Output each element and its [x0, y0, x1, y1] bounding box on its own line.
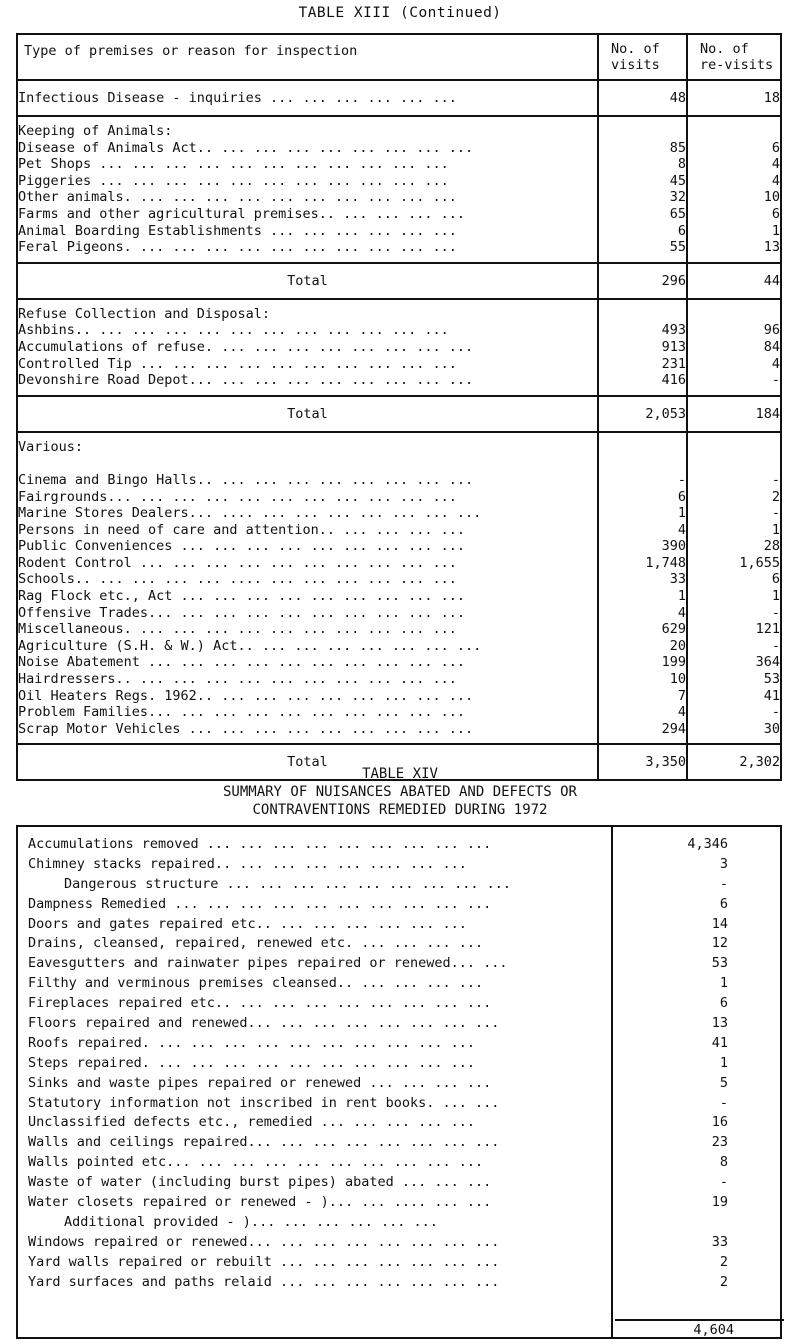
- row-visits: 416: [661, 372, 686, 389]
- row-label: Problem Families... ... ... ... ... ... ... ... ... ...: [18, 704, 466, 721]
- row-visits: 1,748: [645, 554, 686, 571]
- row-revisits: 96: [763, 322, 780, 339]
- row-visits: 913: [661, 338, 686, 355]
- summary-label: Windows repaired or renewed... ... ... ... ... ... ... ...: [28, 1233, 500, 1250]
- row-revisits: 53: [763, 671, 780, 688]
- row-revisits: 10: [763, 189, 780, 206]
- row-label: Controlled Tip ... ... ... ... ... ... ... ... ... ...: [18, 355, 457, 372]
- summary-value: 53: [711, 955, 728, 972]
- row-revisits: 4: [771, 355, 780, 372]
- row-revisits: -: [771, 604, 780, 621]
- row-revisits: 1: [771, 521, 780, 538]
- row-label: Feral Pigeons. ... ... ... ... ... ... ... ... ... ...: [18, 239, 457, 256]
- row-revisits: 84: [763, 338, 780, 355]
- row-label: Marine Stores Dealers... .... ... ... ... ... ... ... ...: [18, 505, 482, 522]
- row-label: Fairgrounds... ... ... ... ... ... ... ... ... ... ...: [18, 488, 457, 505]
- row-label: Other animals. ... ... ... ... ... ... ... ... ... ...: [18, 189, 457, 206]
- refuse-total-row: Total 2,053 184: [18, 395, 780, 431]
- summary-value: -: [719, 875, 728, 892]
- table-14: [16, 825, 782, 1339]
- row-label: Persons in need of care and attention.. ... ... ... ...: [18, 521, 466, 538]
- summary-value: 19: [711, 1194, 728, 1211]
- row-visits: 199: [661, 654, 686, 671]
- row-label: Offensive Trades... ... ... ... ... ... ... ... ... ...: [18, 604, 466, 621]
- summary-label: Sinks and waste pipes repaired or renewed ... ... ... ...: [28, 1074, 492, 1091]
- row-revisits: -: [771, 471, 780, 488]
- row-label: Miscellaneous. ... ... ... ... ... ... ... ... ... ...: [18, 621, 457, 638]
- row-label: Agriculture (S.H. & W.) Act.. ... ... ... ... ... ... ...: [18, 637, 482, 654]
- row-visits: 629: [661, 621, 686, 638]
- row-label: Pet Shops ... ... ... ... ... ... ... ... ... ... ...: [18, 156, 449, 173]
- infectious-row: Infectious Disease - inquiries ... ... ... ... ... ... 48 18: [18, 79, 780, 115]
- summary-label: Additional provided - )... ... ... ... ... ...: [64, 1213, 438, 1230]
- row-visits: 6: [677, 222, 686, 239]
- row-label: Schools.. ... ... ... ... .... ... ... ... ... ... ...: [18, 571, 457, 588]
- row-label: Farms and other agricultural premises.. ... ... ... ...: [18, 205, 466, 222]
- summary-label: Roofs repaired. ... ... ... ... ... ... ... ... ... ...: [28, 1034, 476, 1051]
- summary-label: Chimney stacks repaired.. ... ... ... ... .... ... ...: [28, 855, 467, 872]
- summary-value: 13: [711, 1015, 728, 1032]
- row-revisits: 121: [755, 621, 780, 638]
- row-visits: 32: [669, 189, 686, 206]
- summary-label: Waste of water (including burst pipes) abated ... ... ...: [28, 1174, 492, 1191]
- summary-value: -: [719, 1094, 728, 1111]
- row-visits: 4: [677, 604, 686, 621]
- summary-value: 23: [711, 1134, 728, 1151]
- row-label: Noise Abatement ... ... ... ... ... ... ... ... ... ...: [18, 654, 466, 671]
- row-label: Cinema and Bingo Halls.. ... ... ... ... ... ... ... ...: [18, 471, 474, 488]
- header-visits: No. of visits: [599, 35, 688, 79]
- row-visits: 294: [661, 720, 686, 737]
- row-revisits: 1: [771, 588, 780, 605]
- summary-value: 5: [719, 1074, 728, 1091]
- summary-value: 8: [719, 1154, 728, 1171]
- summary-label: Statutory information not inscribed in rent books. ... ...: [28, 1094, 500, 1111]
- row-revisits: 1: [771, 222, 780, 239]
- summary-label: Dampness Remedied ... ... ... ... ... ... ... ... ... ...: [28, 895, 492, 912]
- row-revisits: -: [771, 704, 780, 721]
- summary-label: Floors repaired and renewed... ... ... ... ... ... ... ...: [28, 1015, 500, 1032]
- section-heading: Various:: [18, 438, 84, 455]
- summary-label: Filthy and verminous premises cleansed.. ... ... ... ...: [28, 975, 484, 992]
- row-label: Ashbins.. ... ... ... ... ... ... ... ... ... ... ...: [18, 322, 449, 339]
- summary-label: Steps repaired. ... ... ... ... ... ... ... ... ... ...: [28, 1054, 476, 1071]
- row-visits: 33: [669, 571, 686, 588]
- row-visits: 85: [669, 139, 686, 156]
- header-type: Type of premises or reason for inspection: [18, 35, 599, 79]
- row-visits: 493: [661, 322, 686, 339]
- summary-value: 14: [711, 915, 728, 932]
- table-14-heading: [0, 765, 800, 819]
- row-revisits: 6: [771, 205, 780, 222]
- row-label: Scrap Motor Vehicles ... ... ... ... ... ... ... ... ...: [18, 720, 474, 737]
- animals-section: [18, 115, 780, 262]
- row-revisits: 30: [763, 720, 780, 737]
- row-visits: 231: [661, 355, 686, 372]
- row-visits: 390: [661, 538, 686, 555]
- row-visits: 65: [669, 205, 686, 222]
- row-revisits: -: [771, 372, 780, 389]
- summary-label: Doors and gates repaired etc.. ... ... ... ... ... ...: [28, 915, 467, 932]
- summary-label: Accumulations removed ... ... ... ... ... ... ... ... ...: [28, 836, 492, 852]
- row-revisits: 2: [771, 488, 780, 505]
- table-13: [16, 33, 782, 781]
- row-visits: 7: [677, 687, 686, 704]
- table-13-title: TABLE XIII (Continued): [298, 5, 502, 21]
- row-revisits: 4: [771, 172, 780, 189]
- row-revisits: 6: [771, 571, 780, 588]
- summary-label: Eavesgutters and rainwater pipes repaired or renewed... ...: [28, 955, 508, 972]
- section-heading: Keeping of Animals:: [18, 123, 173, 139]
- summary-value: 12: [711, 935, 728, 952]
- summary-value: 2: [719, 1253, 728, 1270]
- table-13-header: [18, 35, 780, 79]
- summary-value: 41: [711, 1034, 728, 1051]
- summary-label: Walls and ceilings repaired... ... ... ... ... ... ... ...: [28, 1134, 500, 1151]
- row-revisits: 6: [771, 139, 780, 156]
- summary-value: [615, 1213, 782, 1233]
- various-section: [18, 431, 780, 744]
- row-label: Rag Flock etc., Act ... ... ... ... ... ... ... ... ...: [18, 588, 466, 605]
- row-visits: 4: [677, 521, 686, 538]
- summary-label: Yard walls repaired or rebuilt ... ... ... ... ... ... ...: [28, 1253, 500, 1270]
- table-14-subtitle-2: CONTRAVENTIONS REMEDIED DURING 1972: [252, 802, 548, 818]
- row-label: Devonshire Road Depot... ... ... ... ... ... ... ... ...: [18, 372, 474, 389]
- summary-value: 1: [719, 975, 728, 992]
- table-14-title: TABLE XIV: [362, 766, 438, 782]
- refuse-section: [18, 298, 780, 395]
- summary-value: 6: [719, 895, 728, 912]
- summary-value: 3: [719, 855, 728, 872]
- row-visits: 4: [677, 704, 686, 721]
- summary-label: Dangerous structure ... ... ... ... ... ... ... ... ...: [64, 875, 512, 892]
- row-label: Hairdressers.. ... ... ... ... ... ... ... ... ... ...: [18, 671, 457, 688]
- row-revisits: 364: [755, 654, 780, 671]
- summary-value: 33: [711, 1233, 728, 1250]
- row-label: Rodent Control ... ... ... ... ... ... ... ... ... ...: [18, 554, 457, 571]
- summary-label: Unclassified defects etc., remedied ... ... ... ... ...: [28, 1114, 476, 1131]
- section-heading: Refuse Collection and Disposal:: [18, 305, 270, 322]
- row-visits: 6: [677, 488, 686, 505]
- row-visits: 55: [669, 239, 686, 256]
- various-total-row: Total 3,350 2,302: [18, 743, 780, 779]
- animals-total-row: Total 296 44: [18, 262, 780, 298]
- summary-label: Fireplaces repaired etc.. ... ... ... ... ... ... ... ...: [28, 995, 492, 1012]
- row-label: Piggeries ... ... ... ... ... ... ... ... ... ... ...: [18, 172, 449, 189]
- row-label: Public Conveniences ... ... ... ... ... ... ... ... ...: [18, 538, 466, 555]
- row-revisits: 13: [763, 239, 780, 256]
- summary-value: 4,346: [687, 836, 728, 852]
- row-visits: 8: [677, 156, 686, 173]
- table-14-total: 4,604: [615, 1319, 784, 1339]
- table-14-subtitle-1: SUMMARY OF NUISANCES ABATED AND DEFECTS OR: [222, 784, 577, 800]
- row-visits: 10: [669, 671, 686, 688]
- summary-label: Water closets repaired or renewed - )... ... .... ... ...: [28, 1194, 492, 1211]
- row-revisits: 4: [771, 156, 780, 173]
- row-revisits: 1,655: [739, 554, 780, 571]
- row-label: Disease of Animals Act.. ... ... ... ... ... ... ... ...: [18, 139, 474, 156]
- summary-label: Drains, cleansed, repaired, renewed etc. ... ... ... ...: [28, 935, 484, 952]
- summary-label: Walls pointed etc... ... ... ... ... ... ... ... ... ...: [28, 1154, 484, 1171]
- summary-value: 16: [711, 1114, 728, 1131]
- row-label: Accumulations of refuse. ... ... ... ... ... ... ... ...: [18, 338, 474, 355]
- header-revisits: No. of re-visits: [700, 41, 774, 73]
- summary-value: -: [719, 1174, 728, 1191]
- row-visits: 20: [669, 637, 686, 654]
- summary-label: Yard surfaces and paths relaid ... ... ... ... ... ... ...: [28, 1273, 500, 1290]
- row-label: Oil Heaters Regs. 1962.. ... ... ... ... ... ... ... ...: [18, 687, 474, 704]
- summary-value: 2: [719, 1273, 728, 1290]
- row-revisits: -: [771, 505, 780, 522]
- row-revisits: 28: [763, 538, 780, 555]
- row-label: Animal Boarding Establishments ... ... ... ... ... ...: [18, 222, 457, 239]
- row-revisits: 41: [763, 687, 780, 704]
- row-revisits: -: [771, 637, 780, 654]
- row-visits: 1: [677, 505, 686, 522]
- row-visits: 45: [669, 172, 686, 189]
- row-visits: -: [677, 471, 686, 488]
- summary-value: 1: [719, 1054, 728, 1071]
- summary-value: 6: [719, 995, 728, 1012]
- row-visits: 1: [677, 588, 686, 605]
